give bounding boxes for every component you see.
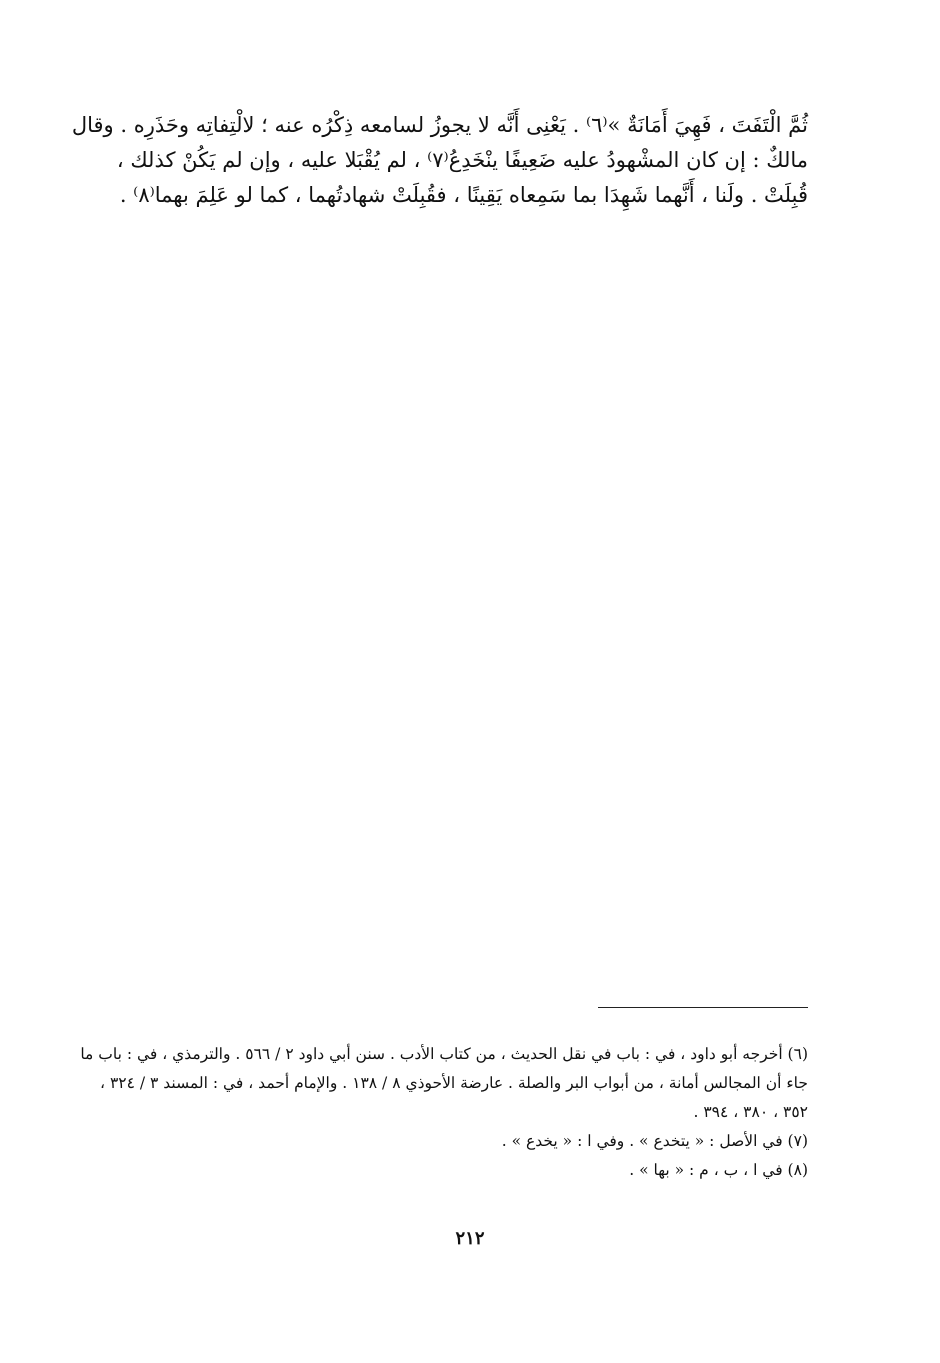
footnote-divider bbox=[598, 1007, 808, 1008]
page-number: ٢١٢ bbox=[455, 1228, 485, 1249]
main-text-block bbox=[71, 108, 808, 213]
footnote-line: ٣٥٢ ، ٣٨٠ ، ٣٩٤ . bbox=[693, 1103, 808, 1121]
main-text-line: مالكٌ : إن كان المشْهودُ عليه ضَعِيفًا ينْخَدِعُ⁽٧⁾ ، لم يُقْبَلا عليه ، وإن لم يَكُنْ كذلك ، bbox=[116, 148, 808, 172]
main-text-line: قُبِلَتْ . ولَنا ، أَنَّهما شَهِدَا بما سَمِعاه يَقِينًا ، فقُبِلَتْ شهادتُهما ، كما لو عَلِمَ بهما⁽٨⁾ . bbox=[119, 183, 808, 207]
footnote-line: (٦) أخرجه أبو داود ، في : باب في نقل الحديث ، من كتاب الأدب . سنن أبي داود ٢ / ٥٦٦ . والترمذي ، في : باب ما bbox=[80, 1045, 808, 1063]
footnote-line: (٨) في ا ، ب ، م : « بها » . bbox=[629, 1161, 808, 1179]
main-text-line: ثُمَّ الْتَفَتَ ، فَهِيَ أَمَانَةٌ »⁽٦⁾ . يَعْنِى أَنَّه لا يجوزُ لسامعه ذِكْرُه عنه ؛ لالْتِفاتِه وحَذَرِه . وقال bbox=[71, 113, 808, 137]
footnotes-block bbox=[80, 1040, 808, 1185]
footnote-line: جاء أن المجالس أمانة ، من أبواب البر والصلة . عارضة الأحوذي ٨ / ١٣٨ . والإمام أحمد ، في : المسند ٣ / ٣٢٤ ، bbox=[100, 1074, 808, 1092]
footnote-line: (٧) في الأصل : « يتخدع » . وفي ا : « يخدع » . bbox=[501, 1132, 808, 1150]
